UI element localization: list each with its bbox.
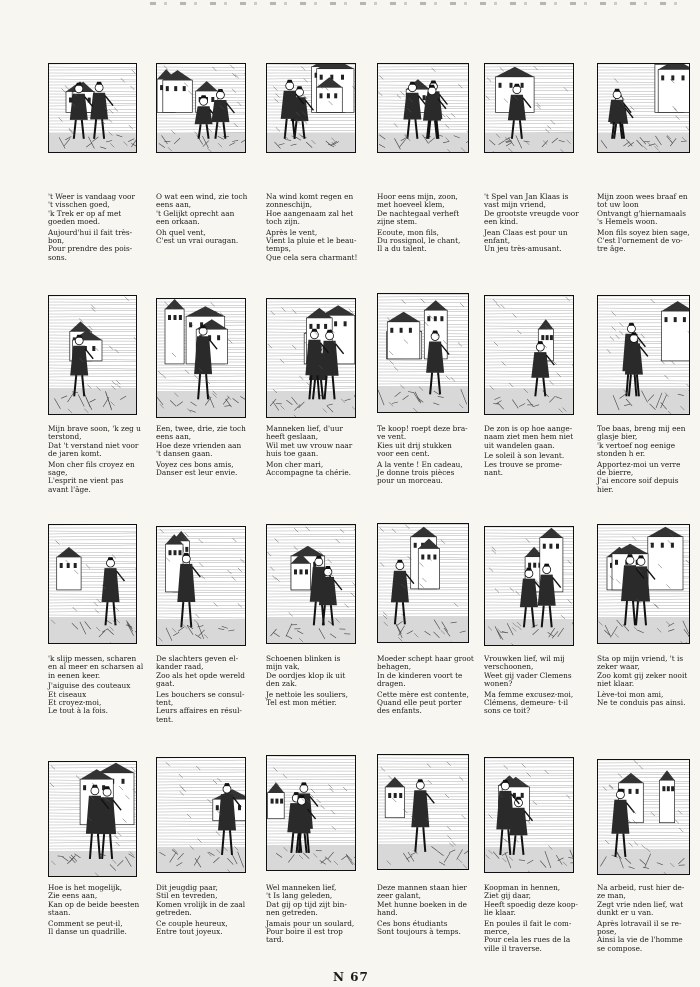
verse-caption xyxy=(156,884,245,936)
verse-caption xyxy=(597,655,687,707)
engraving-image xyxy=(597,524,690,644)
dutch-verse: De zon is op hoe aange- naam ziet men hem niet uit wandelen gaan. xyxy=(484,424,574,450)
engraving-image xyxy=(266,524,356,644)
dutch-verse: Hoe is het mogelijk, Zie eens aan, Kan op de beide beesten staan. xyxy=(48,883,140,918)
french-verse: En poules il fait le com- merce, Pour cela les rues de la ville il traverse. xyxy=(484,918,572,953)
engraving-image xyxy=(156,757,246,873)
engraving-image xyxy=(48,524,137,644)
verse-caption xyxy=(377,193,460,254)
dutch-verse: Na arbeid, rust hier de- ze man, Zegt vrie nden lief, wat dunkt er u van. xyxy=(597,883,685,918)
dutch-verse: Te koop! roept deze bra- ve vent. Kies uit drij stukken voor een cent. xyxy=(377,424,468,459)
verse-caption xyxy=(48,655,143,716)
french-verse: Lève-toi mon ami, Ne te conduis pas ainsi. xyxy=(597,689,686,708)
engraving-image xyxy=(266,298,356,418)
dutch-verse: Sta op mijn vriend, 't is zeker waar, Zoo komt gij zeker nooit niet klaar. xyxy=(597,654,688,689)
engraving-image xyxy=(484,526,574,646)
verse-caption xyxy=(597,425,685,494)
verse-caption xyxy=(266,425,352,477)
french-verse: Je nettoie les souliers, Tel est mon métier. xyxy=(266,689,348,708)
verse-caption xyxy=(48,193,135,262)
french-verse: J'aiguise des couteaux Et ciseaux Et croyez-moi, Le tout à la fois. xyxy=(48,681,131,716)
french-verse: Cette mère est contente, Quand elle peut porter des enfants. xyxy=(377,689,469,716)
engraving-image xyxy=(48,761,137,877)
engraving-image xyxy=(597,759,690,875)
page-number: N 67 xyxy=(333,970,369,984)
verse-caption xyxy=(48,884,139,936)
verse-caption xyxy=(266,193,357,262)
verse-caption xyxy=(484,425,573,477)
french-verse: Ce couple heureux, Entre tout joyeux. xyxy=(156,918,228,937)
engraving-image xyxy=(377,63,469,153)
engraving-image xyxy=(377,754,469,870)
dutch-verse: Wel manneken lief, 't Is lang geleden, Dat gij op tijd zijt bin- nen getreden. xyxy=(266,883,347,918)
french-verse: Jamais pour un soulard, Pour boire il est trop tard. xyxy=(266,918,355,945)
verse-caption xyxy=(156,193,247,245)
engraving-image xyxy=(266,63,356,153)
engraving-image xyxy=(597,63,690,153)
engraving-image xyxy=(156,63,246,153)
french-verse: Jean Claas est pour un enfant, Un jeu très-amusant. xyxy=(484,227,568,254)
engraving-image xyxy=(156,298,246,418)
engraving-image xyxy=(377,293,469,413)
engraving-image xyxy=(484,295,574,415)
verse-caption xyxy=(266,655,348,707)
verse-caption xyxy=(377,655,474,716)
engraving-image xyxy=(484,757,574,873)
engraving-image xyxy=(597,295,690,415)
verse-caption xyxy=(156,425,246,477)
verse-caption xyxy=(484,193,579,254)
dutch-verse: Schoenen blinken is mijn vak, De oordjes klop ik uit den zak. xyxy=(266,654,346,689)
dutch-verse: 't Weer is vandaag voor 't visschen goed, 'k Trek er op af met goeden moed. xyxy=(48,192,135,227)
verse-caption xyxy=(48,425,141,494)
dutch-verse: Koopman in hennen, Ziet gij daar, Heeft spoedig deze koop- lie klaar. xyxy=(484,883,578,918)
engraving-image xyxy=(48,63,137,153)
french-verse: Mon fils soyez bien sage, C'est l'ornement de vo- tre âge. xyxy=(597,227,690,254)
verse-caption xyxy=(156,655,245,724)
verse-caption xyxy=(377,884,467,936)
engraving-image xyxy=(48,295,137,415)
verse-caption xyxy=(597,193,690,254)
engraving-image xyxy=(156,526,246,646)
french-verse: Ma femme excusez-moi, Clémens, demeure- t-il sons ce toit? xyxy=(484,689,574,716)
top-rule xyxy=(150,2,690,5)
french-verse: Les bouchers se consul- tent, Leurs affaires en résul- tent. xyxy=(156,689,245,724)
french-verse: Mon cher fils croyez en sage, L'esprit ne vient pas avant l'âge. xyxy=(48,459,135,494)
dutch-verse: Mijn zoon wees braaf en tot uw loon Ontvangt g'hiernamaals 's Hemels woon. xyxy=(597,192,688,227)
french-verse: Oh quel vent, C'est un vrai ouragan. xyxy=(156,227,239,246)
verse-caption xyxy=(484,655,573,716)
french-verse: A la vente ! En cadeau, Je donne trois pièces pour un morceau. xyxy=(377,459,463,486)
french-verse: Voyez ces bons amis, Danser est leur envie. xyxy=(156,459,238,478)
french-verse: Ces bons étudiants Sont toujours à temps. xyxy=(377,918,461,937)
engraving-image xyxy=(377,523,469,643)
dutch-verse: 'k slijp messen, scharen en al meer en scharsen al in eenen keer. xyxy=(48,654,144,680)
french-verse: Après le vent, Vient la pluie et le beau- temps, Que cela sera charmant! xyxy=(266,227,358,262)
french-verse: Mon cher mari, Accompagne ta chérie. xyxy=(266,459,351,478)
dutch-verse: 't Spel van Jan Klaas is vast mijn vriend, De grootste vreugde voor een kind. xyxy=(484,192,579,227)
dutch-verse: Toe baas, breng mij een glasje bier, 'k vertoef nog eenige stonden h er. xyxy=(597,424,686,459)
dutch-verse: Deze mannen staan hier zeer galant, Met hunne boeken in de hand. xyxy=(377,883,467,918)
french-verse: Aujourd'hui il fait très- bon, Pour prendre des pois- sons. xyxy=(48,227,133,262)
dutch-verse: Moeder schept haar groot behagen, In de kinderen voort te dragen. xyxy=(377,654,474,689)
dutch-verse: Manneken lief, d'uur heeft geslaan, Wil met uw vrouw naar huis toe gaan. xyxy=(266,424,353,459)
dutch-verse: Mijn brave soon, 'k zeg u terstond, Dat 't verstand niet voor de jaren komt. xyxy=(48,424,141,459)
french-verse: Après lotravail il se re- pose, Ainsi la vie de l'homme se compose. xyxy=(597,918,683,953)
french-verse: Comment se peut-il, Il danse un quadrille. xyxy=(48,918,127,937)
french-verse: Le soleil à son levant. Les trouve se prome- nant. xyxy=(484,451,565,478)
verse-caption xyxy=(377,425,468,486)
dutch-verse: Na wind komt regen en zonneschijn, Hoe aangenaam zal het toch zijn. xyxy=(266,192,354,227)
french-verse: Apportez-moi un verre de bierre, J'ai encore soif depuis hier. xyxy=(597,459,681,494)
verse-caption xyxy=(484,884,578,953)
dutch-verse: De slachters geven el- kander raad, Zoo als het opde wereld gaat. xyxy=(156,654,245,689)
verse-caption xyxy=(266,884,354,945)
dutch-verse: Vrouwken lief, wil mij verschoonen, Weet gij vader Clemens wonen? xyxy=(484,654,572,689)
dutch-verse: Hoor eens mijn, zoon, met hoeveel klem, De nachtegaal verheft zijne stem. xyxy=(377,192,460,227)
dutch-verse: Dit jeugdig paar, Stil en tevreden, Komen vrolijk in de zaal getreden. xyxy=(156,883,246,918)
dutch-verse: Een, twee, drie, zie toch eens aan, Hoe deze vrienden aan 't dansen gaan. xyxy=(156,424,246,459)
dutch-verse: O wat een wind, zie toch eens aan, 't Gelijkt oprecht aan een orkaan. xyxy=(156,192,248,227)
engraving-image xyxy=(266,755,356,871)
french-verse: Ecoute, mon fils, Du rossignol, le chant, Il a du talent. xyxy=(377,227,461,254)
engraving-image xyxy=(484,63,574,153)
verse-caption xyxy=(597,884,684,953)
